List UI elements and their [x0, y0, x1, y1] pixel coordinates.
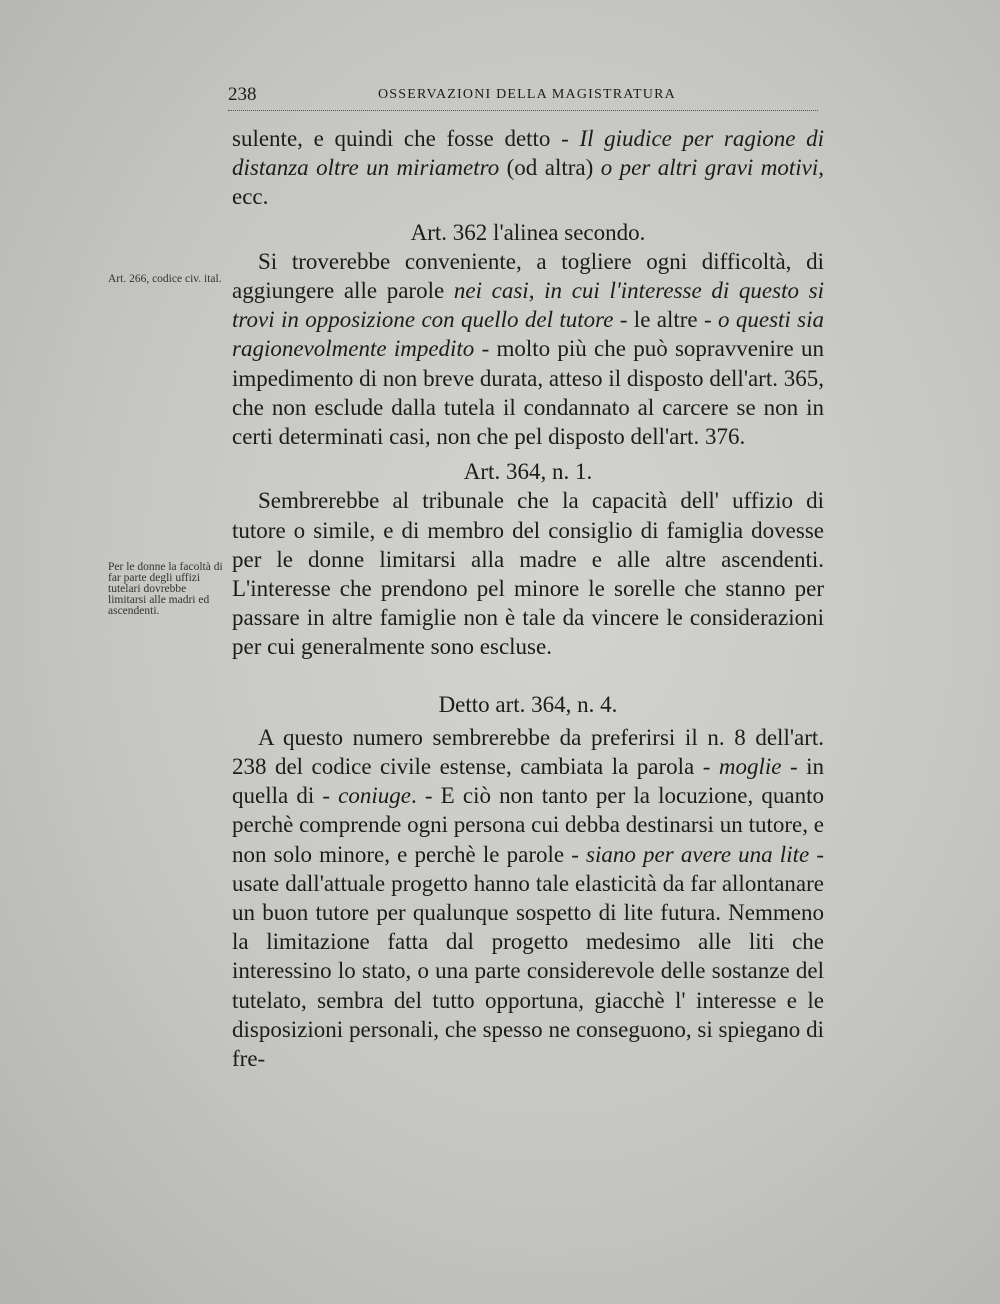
italic-text: Il giudice per ragione di distanza oltre un miriametro [232, 126, 824, 181]
text-run: Sembrerebbe al tribunale che la capacità dell' uffizio di tutore o simile, e di membro del consiglio di famiglia dovesse per le donne limitarsi alla madre e alle altre ascendenti. L'interesse che prendono pel minore le sorelle che stanno per passare in altre famiglie non è tale da vincere le considerazioni per cui generalmente sono escluse. [232, 488, 824, 660]
paragraph [232, 723, 824, 1073]
paragraph [232, 124, 824, 212]
section-heading: Art. 364, n. 1. [463, 459, 593, 485]
margin-note-donne: Per le donne la facoltà di far parte degli uffizi tutelari dovrebbe limitarsi alle madri ed ascendenti. [108, 561, 223, 617]
text-run: sulente, e quindi che fosse detto - [232, 126, 580, 151]
italic-text: nei casi, in cui l'interesse di questo si trovi in opposizione con quello del tutore [232, 278, 824, 333]
text-run: Si troverebbe conveniente, a togliere ogni difficoltà, di aggiungere alle parole [232, 248, 824, 304]
italic-text: o per altri gravi motivi [600, 155, 819, 181]
text-run: - molto più che può sopravvenire un impedimento di non breve durata, atteso il disposto dell'art. 365, che non esclude dalla tutela il condannato al carcere se non in certi determinati casi, non che pel disposto dell'art. 376. [232, 336, 824, 450]
italic-text: siano per avere una lite [586, 841, 810, 867]
text-run: A questo numero sembrerebbe da preferirsi il n. 8 dell'art. 238 del codice civile estense, cambiata la parola - [232, 724, 824, 780]
text-run: . - E ciò non tanto per la locuzione, quanto perchè comprende ogni persona cui debba destinarsi un tutore, e non solo minore, e perchè le parole - [232, 783, 824, 867]
text-run: - in quella di - [232, 754, 824, 809]
paragraph [232, 247, 824, 451]
body-text [232, 124, 824, 1073]
text-run: (od altra) [499, 155, 601, 181]
text-run: , ecc. [232, 155, 824, 210]
margin-note-art-266: Art. 266, codice civ. ital. [108, 273, 222, 285]
page-number: 238 [228, 84, 257, 105]
italic-text: moglie [718, 754, 782, 780]
page-header [228, 84, 818, 111]
italic-text: coniuge [338, 783, 411, 809]
section-heading: Detto art. 364, n. 4. [438, 691, 618, 717]
italic-text: o questi sia ragionevolmente impedito [232, 307, 825, 362]
text-run: - le altre - [613, 307, 718, 333]
text-run: - usate dall'attuale progetto hanno tale elasticità da far allontanare un buon tutore per qualunque sospetto di lite futura. Nemmeno la limitazione fatta dal progetto medesimo alle liti che interessino lo stato, o una parte considerevole delle sostanze del tutelato, sembra del tutto opportuna, giacchè l' interesse e le disposizioni personali, che spesso ne conseguono, si spiegano di fre- [232, 841, 824, 1072]
section-heading: Art. 362 l'alinea secondo. [410, 219, 646, 245]
running-head: OSSERVAZIONI DELLA MAGISTRATURA [378, 87, 676, 102]
paragraph [232, 486, 824, 661]
